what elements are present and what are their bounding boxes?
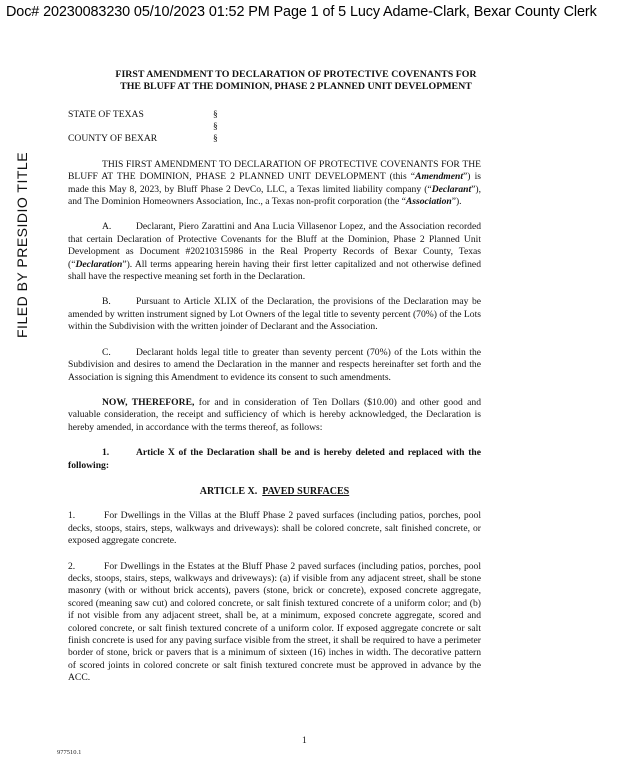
now-therefore-paragraph [68,397,481,434]
section-symbol: § [213,132,218,144]
recital-text: Declarant holds legal title to greater than seventy percent (70%) of the Lots within the Subdivision and desires to amend the Declaration in the manner and respects hereinafter set forth and the Association is signing this Amendment to evidence its consent to such amendments. [68,346,481,383]
preamble-text: ”) is made this May 8, 2023, by Bluff Phase 2 DevCo, LLC, a Texas limited liability company (“ [68,171,481,195]
defined-term-declaration: Declaration [75,258,123,270]
document-id-footer: 977510.1 [57,749,82,756]
preamble-paragraph [68,159,481,209]
section-symbol: § [213,120,218,132]
item-label: 1. [102,447,110,459]
article-number: ARTICLE X. [199,485,258,497]
defined-term-declarant: Declarant [431,183,472,195]
title-line-1: FIRST AMENDMENT TO DECLARATION OF PROTECTIVE COVENANTS FOR [115,69,477,80]
recital-text: Declarant, Piero Zarattini and Ana Lucia Villasenor Lopez, and the Association recorded that certain Declaration of Protective Covenants for the Bluff at the Dominion, Phase 2 Planned Unit Development as Document #20210315986 in the Real Property Records of Bexar County, Texas (“ [68,221,481,270]
section-label: 1. [68,510,76,522]
venue-caption [68,109,481,149]
item-text: Article X of the Declaration shall be and is hereby deleted and replaced with the following: [68,447,481,471]
defined-term-amendment: Amendment [415,171,464,183]
recording-stamp: Doc# 20230083230 05/10/2023 01:52 PM Page 1 of 5 Lucy Adame-Clark, Bexar County Clerk [6,4,597,20]
preamble-text: THIS FIRST AMENDMENT TO DECLARATION OF PROTECTIVE COVENANTS FOR THE BLUFF AT THE DOMINION, PHASE 2 PLANNED UNIT DEVELOPMENT (this “ [68,158,481,183]
section-text: For Dwellings in the Villas at the Bluff Phase 2 paved surfaces (including patios, porches, pool decks, stoops, stairs, steps, walkways and driveways): shall be colored concrete, salt finished concrete, or exposed aggregate concrete. [68,510,481,547]
recital-a [68,221,481,283]
section-symbol: § [213,108,218,120]
article-section-2 [68,561,481,685]
document-title [86,69,506,94]
caption-county: COUNTY OF BEXAR [68,132,158,144]
now-therefore-lead: NOW, THEREFORE, [102,396,195,408]
recital-b [68,296,481,333]
filed-by-stamp: FILED BY PRESIDIO TITLE [14,151,30,338]
article-section-1 [68,510,481,547]
recital-label: C. [102,346,111,358]
recital-c [68,347,481,384]
title-line-2: THE BLUFF AT THE DOMINION, PHASE 2 PLANNED UNIT DEVELOPMENT [120,81,472,93]
preamble-text: ”). [451,196,462,208]
article-heading [68,486,481,498]
section-text: For Dwellings in the Estates at the Bluff Phase 2 paved surfaces (including patios, porches, pool decks, stoops, stairs, steps, walkways and driveways): (a) if visible from any adjacent street, shall be stone masonry (with or without brick accents), pavers (stone, brick or concrete), exposed concrete aggregate, scored (meaning saw cut) and colored concrete, or salt finish textured concrete of a uniform color; and (b) if not visible from any adjacent street, shall be, at a minimum, exposed concrete aggregate, scored and colored concrete, or salt finish textured concrete of a uniform color. If exposed aggregate concrete or salt finish concrete is used for any paving surface visible from the street, it shall be required to have a perimeter border of stone, brick or pavers that is a minimum of sixteen (16) inches in width. The decorative pattern of scored joints in colored concrete or salt finish textured concrete must be approved in advance by the ACC. [68,560,481,684]
now-therefore-text: for and in consideration of Ten Dollars ($10.00) and other good and valuable consideration, the receipt and sufficiency of which is hereby acknowledged, the Declaration is hereby amended, in accordance with the terms thereof, as follows: [68,396,481,433]
recital-text: ”). All terms appearing herein having their first letter capitalized and not otherwise defined shall have the respective meaning set forth in the Declaration. [68,258,481,283]
recital-text: Pursuant to Article XLIX of the Declaration, the provisions of the Declaration may be amended by written instrument signed by Lot Owners of the legal title to seventy percent (70%) of the Lots within the Subdivision with the written joinder of Declarant and the Association. [68,296,481,333]
recital-label: A. [102,221,112,233]
preamble-text: ”), and The Dominion Homeowners Association, Inc., a Texas non-profit corporation (the “ [68,183,481,208]
caption-state: STATE OF TEXAS [68,108,144,120]
section-label: 2. [68,560,76,572]
article-title: PAVED SURFACES [262,485,350,497]
page-number: 1 [302,736,307,746]
document-body [68,69,481,685]
amendment-item-1 [68,447,481,472]
defined-term-association: Association [405,196,452,208]
recital-label: B. [102,296,111,308]
